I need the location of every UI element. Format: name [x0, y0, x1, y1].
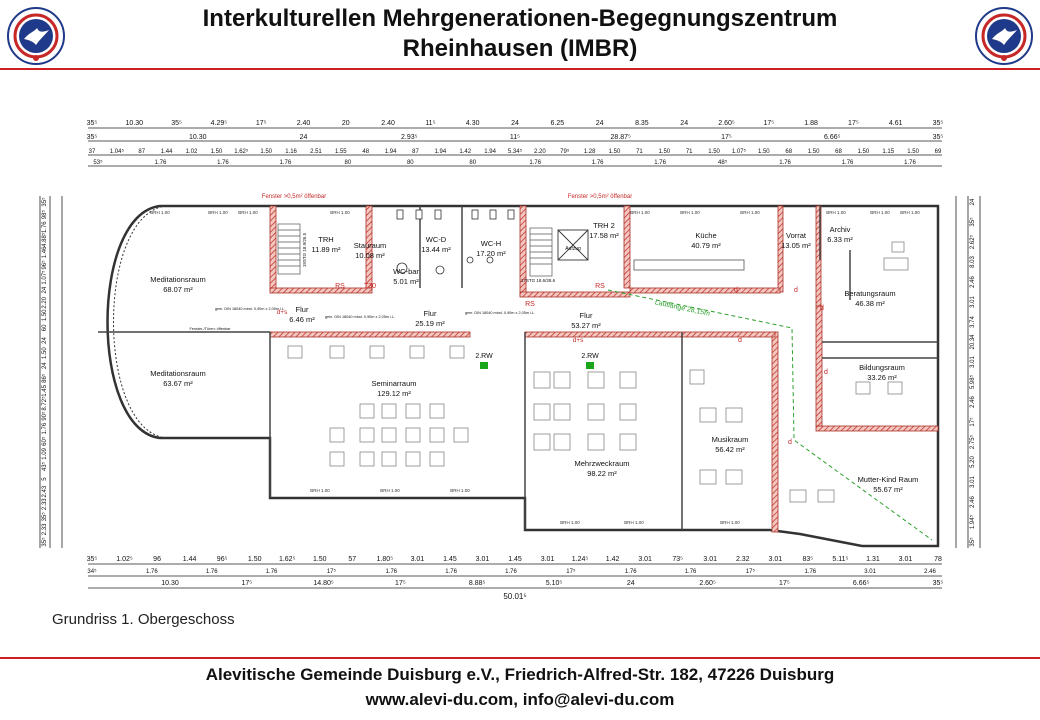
dimension-label: 6.66⁵	[823, 134, 841, 141]
dimension-label: 17⁵	[395, 580, 406, 587]
footer-address: Alevitische Gemeinde Duisburg e.V., Friedrich-Alfred-Str. 182, 47226 Duisburg	[205, 665, 835, 684]
rs-label: RS	[525, 301, 535, 308]
dimension-label: 17⁵	[721, 134, 732, 141]
dimension-label: 5.34⁵	[507, 149, 523, 155]
room-name: Musikraum	[711, 435, 749, 444]
dimension-label: 24	[42, 337, 48, 344]
room-name: TRH 2	[593, 221, 615, 230]
brh-label: BRH 1.00	[624, 520, 644, 525]
dimension-label: 1.94	[384, 149, 397, 155]
rs-label: RS	[335, 283, 345, 290]
dimension-label: 53⁵	[93, 160, 103, 166]
dimension-label: 1.76	[904, 160, 916, 166]
dimension-label: 4.30	[465, 120, 480, 127]
dimension-label: 2.32	[735, 556, 750, 563]
page-title: Interkulturellen Mehrgenerationen-Begegnungszentrum	[202, 5, 838, 32]
door-d-label: d	[824, 369, 828, 376]
door-d-label: d	[820, 305, 824, 312]
dimension-label: 10.30	[125, 120, 144, 127]
dimension-label: 83⁵	[802, 556, 814, 563]
interior-walls	[98, 206, 938, 530]
room-area: 55.67 m²	[873, 485, 903, 494]
dimension-label: 1.50	[247, 556, 262, 563]
dimension-label: 3.01	[475, 556, 490, 563]
room-name: Vorrat	[785, 231, 807, 240]
room-area: 13.05 m²	[781, 241, 811, 250]
second-escape-label: 2.RW	[475, 353, 493, 360]
dimension-label: 20	[341, 120, 350, 127]
dimension-label: 71	[636, 149, 643, 155]
dimension-label: 5.10⁵	[545, 580, 563, 587]
dimension-label: 1.50	[907, 149, 919, 155]
dimension-label: 3.01	[638, 556, 652, 563]
dimension-label: 48	[362, 149, 370, 155]
dimension-label: 24	[970, 198, 976, 206]
room-name: Bildungsraum	[859, 363, 905, 372]
room-area: 6.46 m²	[289, 315, 315, 324]
dimension-label: 5.20	[970, 456, 976, 468]
room-name: TRH	[318, 235, 334, 244]
dimension-label: 96	[153, 556, 161, 563]
stair-label: 17STG 18.6/28.6	[520, 278, 556, 283]
door-d-label: d	[788, 439, 792, 446]
organization-logo-right	[974, 6, 1034, 66]
dimension-label: 24	[626, 580, 635, 587]
dimension-label: 1.07⁵	[731, 149, 747, 155]
door-norm-note: gem. DIN 18040 mind. 0,90m x 2,05m i.L.	[464, 311, 536, 315]
dimension-label: 5.98⁵	[970, 374, 976, 390]
dimension-label: 10.30	[161, 580, 179, 587]
dimension-label: 35⁵	[42, 537, 48, 547]
exit-signs	[480, 362, 594, 369]
dimension-label: 2.43	[42, 485, 48, 498]
dimension-label: 1.76	[529, 160, 542, 166]
dimension-label: 48⁵	[718, 160, 728, 166]
room-area: 17.58 m²	[589, 231, 619, 240]
dimension-label: 1.94⁵	[970, 514, 976, 530]
brh-label: BRH 1.00	[870, 210, 890, 215]
dimension-label: 1.50	[260, 149, 273, 155]
floor-plan	[30, 110, 990, 610]
staircase-trh	[278, 224, 300, 274]
dimension-label: 1.80⁵	[376, 556, 394, 563]
dimension-label: 6.66⁵	[852, 580, 870, 587]
room-area: 63.67 m²	[163, 379, 193, 388]
escape-route	[608, 290, 932, 540]
footer-contact: www.alevi-du.com, info@alevi-du.com	[365, 690, 675, 709]
dimension-label: 78	[934, 556, 942, 563]
dimension-label: 1.45	[42, 385, 48, 397]
dimension-label: 87	[138, 149, 146, 155]
dimension-label: 1.76	[445, 569, 457, 575]
dimension-label: 2.46	[970, 496, 976, 508]
dimension-label: 35⁵	[86, 120, 98, 127]
dimension-label: 17⁵	[763, 120, 775, 127]
door-ds-label: d+s	[276, 309, 288, 316]
dimension-label: 71	[685, 149, 693, 155]
room-area: 68.07 m²	[163, 285, 193, 294]
dimension-label: 1.09	[42, 448, 48, 460]
dimension-label: 6.25	[550, 120, 565, 127]
dimension-labels	[41, 120, 976, 601]
brh-label: BRH 1.00	[560, 520, 580, 525]
room-name: Mutter-Kind Raum	[857, 475, 919, 484]
dimension-label: 1.50	[42, 347, 48, 359]
dimension-label: 4.61	[888, 120, 903, 127]
dimension-label: 1.42	[459, 149, 472, 155]
dimension-label: 2.51	[310, 149, 322, 155]
dimension-label: 96⁵	[216, 556, 228, 563]
dimension-label: 2.60⁵	[699, 580, 716, 587]
dimension-label: 86⁵	[42, 373, 48, 383]
room-area: 98.22 m²	[587, 469, 617, 478]
dimension-label: 1.76	[154, 160, 167, 166]
room-area: 17.20 m²	[476, 249, 506, 258]
dimension-label: 1.16	[285, 149, 297, 155]
dimension-label: 24	[511, 120, 519, 127]
dimension-label: 96⁵	[42, 260, 48, 270]
room-name: Meditationsraum	[150, 275, 206, 284]
dimension-label: 1.50	[807, 149, 820, 155]
dimension-label: 35⁵	[970, 537, 976, 547]
kitchen-counter	[634, 260, 744, 270]
dimension-label: 35⁵	[86, 134, 98, 141]
dimension-label: 1.76	[591, 160, 604, 166]
door-ds-label: d+s	[572, 337, 584, 344]
room-name: Mehrzweckraum	[574, 459, 630, 468]
dimension-label: 1.46	[42, 246, 48, 259]
dimension-label: 1.50	[312, 556, 327, 563]
dimension-label: 3.01	[703, 556, 718, 563]
header-divider	[0, 68, 1040, 70]
dimension-label: 8.03	[970, 256, 976, 268]
dimension-label: 1.50	[608, 149, 621, 155]
dimension-label: 11⁵	[509, 134, 521, 141]
dimension-label: 3.74	[970, 316, 976, 328]
room-name: Meditationsraum	[150, 369, 206, 378]
dimension-label: 1.76	[624, 569, 637, 575]
room-area: 53.27 m²	[571, 321, 601, 330]
dimension-label: 1.50	[757, 149, 770, 155]
dimension-label: 1.50	[708, 149, 720, 155]
dimension-label: 1.50	[210, 149, 223, 155]
organization-logo-left	[6, 6, 66, 66]
dimension-label: 68	[785, 149, 793, 155]
dimension-label: 20.34	[970, 334, 976, 350]
dimension-label: 1.02	[185, 149, 198, 155]
dimension-label: 98⁵	[42, 210, 48, 220]
dimension-label: 1.45	[443, 556, 457, 563]
dimension-label: 3.01	[970, 356, 976, 368]
plan-caption: Grundriss 1. Obergeschoss	[52, 611, 235, 628]
bottom-total-dimension: 50.01⁵	[503, 592, 527, 601]
dimension-label: 1.50	[42, 309, 48, 322]
dimension-label: 1.24⁵	[571, 556, 589, 563]
stair-label: 19STG 18.9/26.5	[302, 232, 307, 268]
brh-label: BRH 1.00	[900, 210, 920, 215]
door-d-label: d	[794, 287, 798, 294]
dimension-label: 8.72⁵	[42, 396, 48, 411]
dimension-label: 2.93⁵	[400, 134, 418, 141]
dimension-label: 1.76	[265, 569, 278, 575]
footer-divider	[0, 657, 1040, 659]
dimension-label: 10.30	[188, 134, 207, 141]
dimension-label: 17⁵	[241, 580, 253, 587]
dimension-label: 60⁵	[42, 436, 48, 446]
room-area: 129.12 m²	[377, 389, 411, 398]
dimension-label: 24	[680, 120, 689, 127]
dimension-label: 2.40	[296, 120, 311, 127]
brh-label: BRH 1.00	[826, 210, 846, 215]
dimension-label: 1.76	[385, 569, 398, 575]
dimension-label: 17⁵	[326, 569, 337, 575]
room-area: 46.38 m²	[855, 299, 885, 308]
dimension-label: 80	[469, 160, 477, 166]
dimension-label: 1.76	[42, 422, 48, 435]
dimension-label: 1.42	[605, 556, 620, 563]
dimension-label: 1.94	[434, 149, 447, 155]
dimension-label: 8.88⁵	[468, 580, 486, 587]
dimension-label: 57	[348, 556, 357, 563]
elevator	[558, 230, 588, 260]
dimension-label: 2.46	[924, 569, 936, 575]
dimension-label: 1.50	[857, 149, 870, 155]
room-name: WC-H	[480, 239, 502, 248]
dimension-label: 2.20	[534, 149, 546, 155]
dimension-label: 1.76	[279, 160, 292, 166]
room-area: 56.42 m²	[715, 445, 745, 454]
room-name: Stauraum	[353, 241, 387, 250]
dimension-label: 1.04⁵	[109, 149, 124, 155]
staircase-trh2	[530, 228, 552, 276]
brh-label: BRH 1.00	[310, 488, 330, 493]
dimension-label: 2.60⁵	[718, 120, 735, 127]
dimension-label: 1.76	[779, 160, 791, 166]
dimension-label: 5	[42, 477, 48, 481]
dimension-label: 87	[412, 149, 419, 155]
room-name: WC-D	[425, 235, 447, 244]
dimension-label: 5.11⁵	[832, 556, 849, 563]
dimension-label: 11⁵	[425, 120, 436, 127]
elevator-label: Aufzug	[565, 246, 581, 252]
dimension-label: 60	[42, 324, 48, 332]
dimension-label: 1.28	[583, 149, 596, 155]
dimension-label: 3.01	[898, 556, 913, 563]
dimension-label: 2.33	[42, 523, 48, 536]
brh-label: BRH 1.00	[330, 210, 350, 215]
brh-label: BRH 1.00	[150, 210, 170, 215]
dimension-label: 24	[42, 286, 48, 294]
door-d-label: d	[738, 337, 742, 344]
dimension-label: 37	[88, 149, 96, 155]
brh-label: BRH 1.00	[720, 520, 740, 525]
right-dimension-lines	[956, 196, 980, 548]
brh-label: BRH 1.00	[380, 488, 400, 493]
plan-note: Fenster-/Türen: öffenbar	[189, 327, 231, 331]
dimension-label: 35⁵	[932, 580, 944, 587]
room-name: Seminarraum	[371, 379, 417, 388]
dimension-label: 1.50	[658, 149, 671, 155]
window-note: Fenster >0,5m² öffenbar	[567, 194, 633, 200]
room-area: 10.08 m²	[355, 251, 385, 260]
dimension-label: 3.01	[540, 556, 555, 563]
dimension-label: 35⁵	[171, 120, 182, 127]
brh-label: BRH 1.00	[450, 488, 470, 493]
dimension-label: 24	[42, 362, 48, 370]
dimension-label: 1.62⁵	[234, 149, 249, 155]
room-area: 25.19 m²	[415, 319, 445, 328]
dimension-label: 3.01	[864, 569, 876, 575]
dimension-label: 3.01	[970, 296, 976, 308]
dimension-label: 1.55	[334, 149, 347, 155]
brh-label: BRH 1.00	[238, 210, 258, 215]
room-name: Flur	[423, 309, 437, 318]
dimension-label: 2.46	[970, 396, 976, 408]
room-name: Archiv	[829, 225, 851, 234]
dimension-label: 3.01	[410, 556, 425, 563]
window-note: Fenster >0,5m² öffenbar	[261, 194, 327, 200]
dimension-label: 17⁵	[848, 120, 859, 127]
dimension-label: 35⁵	[42, 197, 48, 207]
dimension-label: 4.88⁵	[42, 232, 48, 247]
dimension-label: 24	[299, 134, 308, 141]
dimension-label: 79⁵	[560, 149, 570, 155]
dimension-label: 2.20	[42, 296, 48, 309]
dimension-label: 1.76	[505, 569, 517, 575]
dimension-label: 35⁵	[86, 556, 98, 563]
dimension-label: 73⁵	[672, 556, 684, 563]
rs-label: RS	[595, 283, 605, 290]
door-d-label: d	[734, 287, 738, 294]
dimension-label: 8.35	[635, 120, 649, 127]
dimension-label: 35⁵	[42, 512, 48, 522]
dimension-label: 1.31	[866, 556, 880, 563]
dimension-label: 1.76	[205, 569, 218, 575]
bottom-dimension-lines	[88, 564, 942, 588]
dimension-label: 1.44	[182, 556, 197, 563]
t30-label: T30	[363, 283, 377, 290]
room-area: 33.26 m²	[867, 373, 897, 382]
dimension-label: 17⁵	[566, 569, 576, 575]
room-area: 6.33 m²	[827, 235, 853, 244]
dimension-label: 28.87⁵	[610, 134, 631, 141]
dimension-label: 3.01	[768, 556, 783, 563]
brh-label: BRH 1.00	[208, 210, 228, 215]
dimension-label: 2.75⁵	[970, 434, 976, 450]
dimension-label: 34⁵	[87, 569, 97, 575]
second-escape-label: 2.RW	[581, 353, 599, 360]
dimension-label: 1.76	[684, 569, 697, 575]
room-area: 13.44 m²	[421, 245, 451, 254]
room-name: Flur	[295, 305, 309, 314]
dimension-label: 1.76	[146, 569, 158, 575]
dimension-label: 90⁵	[42, 411, 48, 421]
room-name: Beratungsraum	[844, 289, 896, 298]
dimension-label: 80	[344, 160, 352, 166]
dimension-label: 1.02⁵	[116, 556, 133, 563]
dimension-label: 2.33	[42, 498, 48, 511]
dimension-label: 17⁵	[970, 417, 976, 427]
page-subtitle: Rheinhausen (IMBR)	[402, 35, 638, 62]
room-name: WC-bar	[393, 267, 419, 276]
dimension-label: 1.15	[882, 149, 895, 155]
dimension-label: 4.29⁵	[210, 120, 228, 127]
dimension-label: 17⁵	[255, 120, 267, 127]
dimension-label: 1.76	[804, 569, 817, 575]
dimension-label: 68	[835, 149, 842, 155]
door-norm-note: gem. DIN 18040 mind. 0,90m x 2,05m i.L.	[324, 315, 396, 319]
door-norm-note: gem. DIN 18040 mind. 0,90m x 2,05m i.L.	[214, 307, 286, 311]
dimension-label: 1.44	[160, 149, 173, 155]
dimension-label: 24	[595, 120, 604, 127]
dimension-label: 17⁵	[745, 569, 756, 575]
dimension-label: 2.40	[381, 120, 395, 127]
dimension-label: 1.94	[484, 149, 496, 155]
dimension-label: 80	[406, 160, 414, 166]
dimension-label: 1.76	[217, 160, 229, 166]
dimension-label: 1.45	[508, 556, 522, 563]
dimension-label: 14.80⁵	[313, 580, 334, 587]
dimension-label: 2.46	[970, 276, 976, 288]
room-name: Küche	[695, 231, 717, 240]
dimension-label: 1.76	[654, 160, 666, 166]
dimension-label: 17⁵	[779, 580, 790, 587]
dimension-label: 1.07⁵	[42, 270, 48, 285]
dimension-label: 1.62⁵	[278, 556, 296, 563]
dimension-label: 43⁵	[42, 461, 48, 472]
brh-label: BRH 1.00	[740, 210, 760, 215]
dimension-label: 35⁵	[932, 134, 944, 141]
room-area: 5.01 m²	[393, 277, 419, 286]
dimension-label: 1.76	[42, 221, 48, 234]
room-name: Flur	[579, 311, 593, 320]
room-area: 40.79 m²	[691, 241, 721, 250]
dimension-label: 1.76	[841, 160, 854, 166]
room-area: 11.89 m²	[311, 245, 341, 254]
brh-label: BRH 1.00	[680, 210, 700, 215]
dimension-label: 35⁵	[932, 120, 944, 127]
brh-label: BRH 1.00	[630, 210, 650, 215]
dimension-label: 2.62⁵	[970, 234, 976, 250]
escape-route-label: Lauflänge 28,15m	[654, 299, 711, 318]
dimension-label: 3.01	[970, 476, 976, 488]
dimension-label: 35⁵	[970, 217, 976, 227]
dimension-label: 69	[934, 149, 942, 155]
dimension-label: 1.88	[804, 120, 818, 127]
